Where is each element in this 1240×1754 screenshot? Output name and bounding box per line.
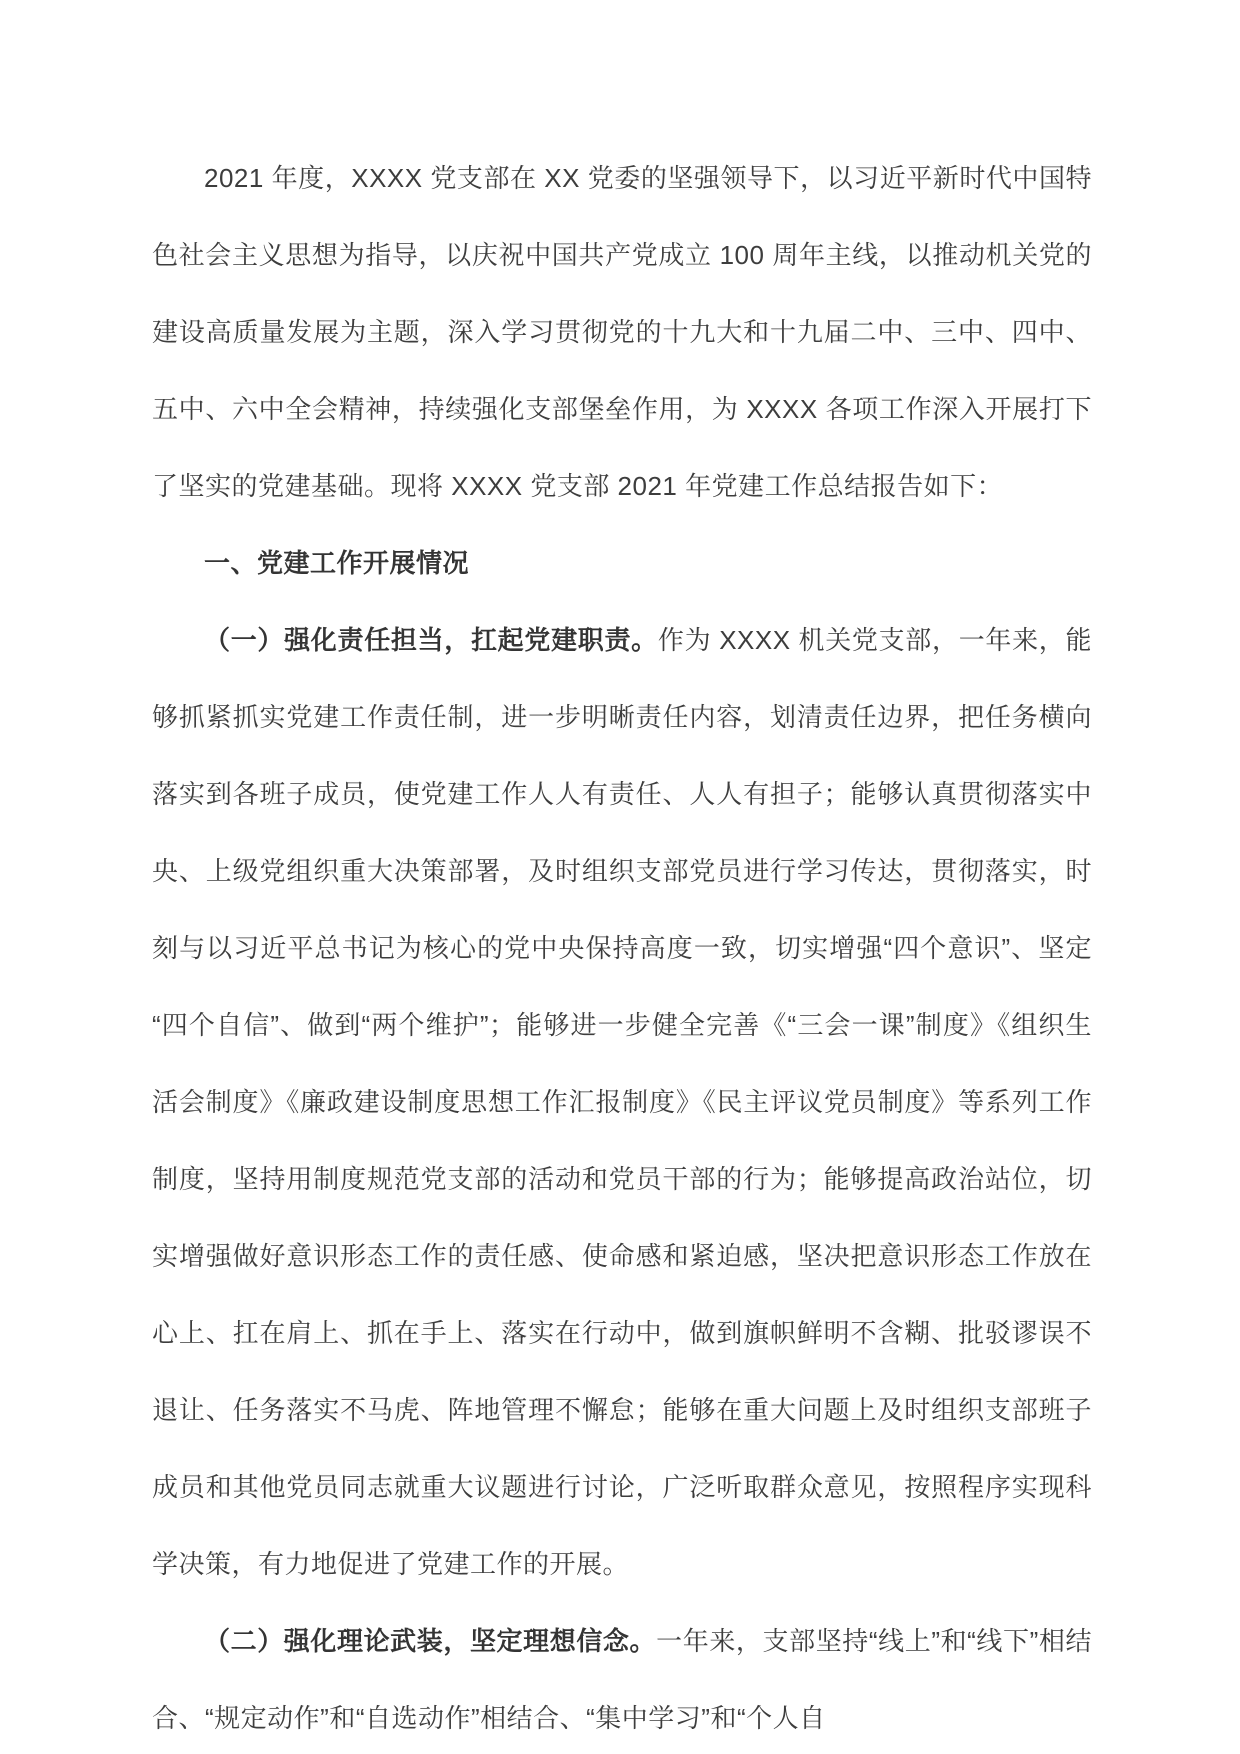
paragraph-1-lead: （一）强化责任担当，扛起党建职责。 bbox=[204, 625, 658, 655]
paragraph-section-1 bbox=[152, 602, 1092, 1603]
paragraph-intro: 2021 年度，XXXX 党支部在 XX 党委的坚强领导下，以习近平新时代中国特色社会主义思想为指导，以庆祝中国共产党成立 100 周年主线，以推动机关党的建设高质量发展为主题，深入学习贯彻党的十九大和十九届二中、三中、四中、五中、六中全会精神，持续强化支部堡垒作用，为 XXXX 各项工作深入开展打下了坚实的党建基础。现将 XXXX 党支部 2021 年党建工作总结报告如下： bbox=[152, 163, 1092, 501]
section-heading: 一、党建工作开展情况 bbox=[204, 548, 470, 578]
paragraph-section-2 bbox=[152, 1603, 1092, 1754]
paragraph-2-lead: （二）强化理论武装，坚定理想信念。 bbox=[204, 1626, 657, 1656]
paragraph-2-body: 一年来，支部坚持“线上”和“线下”相结合、“规定动作”和“自选动作”相结合、“集中学习”和“个人自 bbox=[152, 1626, 1092, 1733]
paragraph-1-body: 作为 XXXX 机关党支部，一年来，能够抓紧抓实党建工作责任制，进一步明晰责任内容，划清责任边界，把任务横向落实到各班子成员，使党建工作人人有责任、人人有担子；能够认真贯彻落实中央、上级党组织重大决策部署，及时组织支部党员进行学习传达，贯彻落实，时刻与以习近平总书记为核心的党中央保持高度一致，切实增强“四个意识”、坚定“四个自信”、做到“两个维护”；能够进一步健全完善《“三会一课”制度》《组织生活会制度》《廉政建设制度思想工作汇报制度》《民主评议党员制度》等系列工作制度，坚持用制度规范党支部的活动和党员干部的行为；能够提高政治站位，切实增强做好意识形态工作的责任感、使命感和紧迫感，坚决把意识形态工作放在心上、扛在肩上、抓在手上、落实在行动中，做到旗帜鲜明不含糊、批驳谬误不退让、任务落实不马虎、阵地管理不懈怠；能够在重大问题上及时组织支部班子成员和其他党员同志就重大议题进行讨论，广泛听取群众意见，按照程序实现科学决策，有力地促进了党建工作的开展。 bbox=[152, 625, 1092, 1579]
